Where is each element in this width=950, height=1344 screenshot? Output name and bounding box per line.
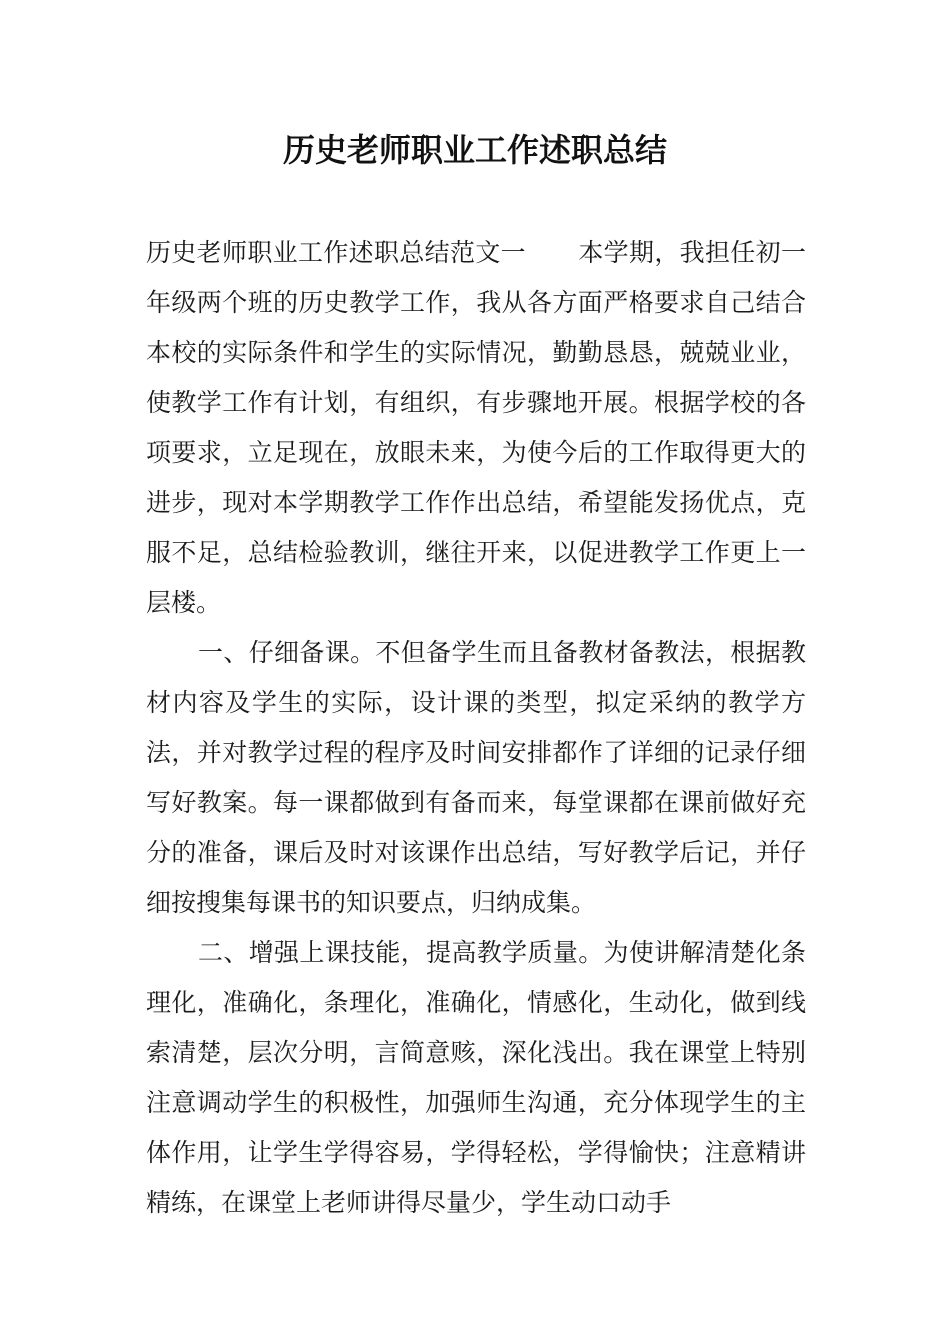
paragraph-teaching-skills: 二、增强上课技能，提高教学质量。为使讲解清楚化条理化，准确化，条理化，准确化，情感化，生动化，做到线索清楚，层次分明，言简意赅，深化浅出。我在课堂上特别注意调动学生的积极性，加强师生沟通，充分体现学生的主体作用，让学生学得容易，学得轻松，学得愉快；注意精讲精练，在课堂上老师讲得尽量少，学生动口动手	[146, 938, 806, 1217]
intro-label: 历史老师职业工作述职总结范文一	[146, 238, 526, 267]
paragraph-text: 本学期，我担任初一年级两个班的历史教学工作，我从各方面严格要求自己结合本校的实际条件和学生的实际情况，勤勤恳恳，兢兢业业，使教学工作有计划，有组织，有步骤地开展。根据学校的各项要求，立足现在，放眼未来，为使今后的工作取得更大的进步，现对本学期教学工作作出总结，希望能发扬优点，克服不足，总结检验教训，继往开来，以促进教学工作更上一层楼。	[146, 238, 806, 617]
document-title: 历史老师职业工作述职总结	[282, 131, 667, 169]
paragraph-preparation: 一、仔细备课。不但备学生而且备教材备教法，根据教材内容及学生的实际，设计课的类型，拟定采纳的教学方法，并对教学过程的程序及时间安排都作了详细的记录仔细写好教案。每一课都做到有备而来，每堂课都在课前做好充分的准备，课后及时对该课作出总结，写好教学后记，并仔细按搜集每课书的知识要点，归纳成集。	[146, 638, 806, 917]
document-body	[146, 228, 806, 1228]
paragraph-intro	[146, 228, 806, 628]
